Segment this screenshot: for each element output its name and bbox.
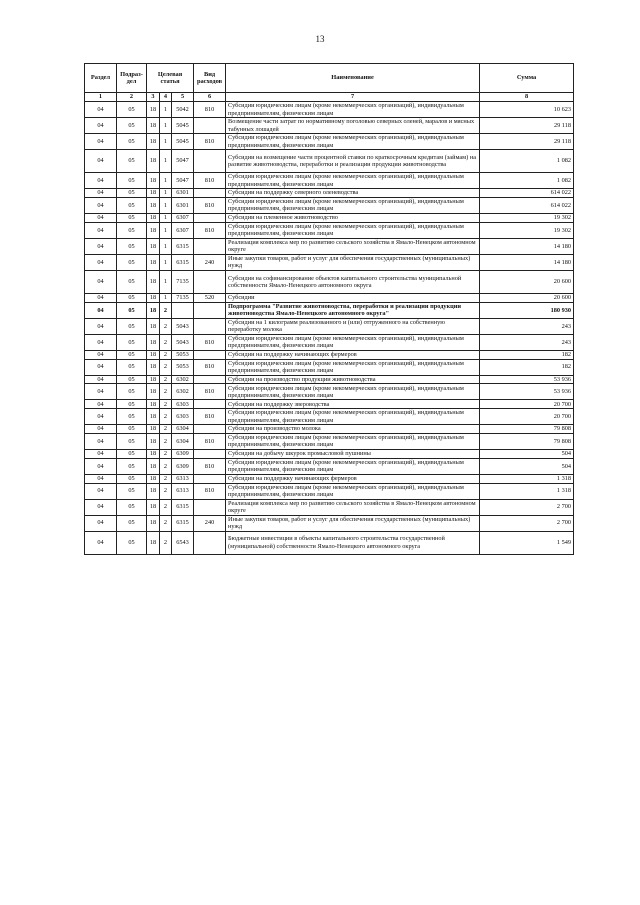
- celevaya-statya-program-cell: 18: [147, 515, 160, 531]
- column-number-row: [85, 93, 574, 102]
- celevaya-statya-program-cell: 18: [147, 134, 160, 150]
- table-row: [85, 270, 574, 293]
- vid-rashodov-cell: 520: [194, 293, 226, 302]
- celevaya-statya-subprogram-cell: 2: [160, 302, 172, 318]
- razdel-cell: 04: [85, 515, 117, 531]
- razdel-cell: 04: [85, 254, 117, 270]
- celevaya-statya-program-cell: 18: [147, 197, 160, 213]
- razdel-cell: 04: [85, 173, 117, 189]
- summa-cell: 182: [480, 350, 574, 359]
- celevaya-statya-code-cell: 6313: [172, 474, 194, 483]
- celevaya-statya-subprogram-cell: 2: [160, 515, 172, 531]
- table-row: [85, 359, 574, 375]
- razdel-cell: 04: [85, 449, 117, 458]
- celevaya-statya-subprogram-cell: 1: [160, 197, 172, 213]
- column-number: 6: [194, 93, 226, 102]
- razdel-cell: 04: [85, 134, 117, 150]
- celevaya-statya-program-cell: 18: [147, 474, 160, 483]
- celevaya-statya-code-cell: 6301: [172, 197, 194, 213]
- table-row: [85, 375, 574, 384]
- celevaya-statya-program-cell: 18: [147, 318, 160, 334]
- razdel-cell: 04: [85, 375, 117, 384]
- table-row: [85, 531, 574, 554]
- razdel-cell: 04: [85, 213, 117, 222]
- celevaya-statya-program-cell: 18: [147, 222, 160, 238]
- summa-cell: 14 180: [480, 238, 574, 254]
- vid-rashodov-cell: [194, 449, 226, 458]
- celevaya-statya-code-cell: 5045: [172, 134, 194, 150]
- table-row: [85, 173, 574, 189]
- column-number: 4: [160, 93, 172, 102]
- vid-rashodov-cell: 810: [194, 102, 226, 118]
- header-naimenovanie: Наименование: [226, 64, 480, 93]
- naimenovanie-cell: Субсидии юридическим лицам (кроме некоммерческих организаций), индивидуальным предпринимателям, физическим лицам: [226, 359, 480, 375]
- celevaya-statya-code-cell: [172, 302, 194, 318]
- podrazdel-cell: 05: [117, 433, 147, 449]
- table-row: [85, 102, 574, 118]
- summa-cell: 53 936: [480, 375, 574, 384]
- vid-rashodov-cell: [194, 238, 226, 254]
- celevaya-statya-code-cell: 6302: [172, 375, 194, 384]
- podrazdel-cell: 05: [117, 483, 147, 499]
- vid-rashodov-cell: [194, 150, 226, 173]
- vid-rashodov-cell: [194, 302, 226, 318]
- summa-cell: 2 700: [480, 515, 574, 531]
- celevaya-statya-code-cell: 5042: [172, 102, 194, 118]
- podrazdel-cell: 05: [117, 293, 147, 302]
- celevaya-statya-subprogram-cell: 2: [160, 499, 172, 515]
- table-row: [85, 409, 574, 425]
- summa-cell: 79 808: [480, 425, 574, 434]
- razdel-cell: 04: [85, 531, 117, 554]
- table-row: [85, 150, 574, 173]
- celevaya-statya-program-cell: 18: [147, 213, 160, 222]
- naimenovanie-cell: Субсидии юридическим лицам (кроме некоммерческих организаций), индивидуальным предпринимателям, физическим лицам: [226, 433, 480, 449]
- celevaya-statya-code-cell: 5043: [172, 318, 194, 334]
- summa-cell: 20 700: [480, 400, 574, 409]
- vid-rashodov-cell: [194, 270, 226, 293]
- summa-cell: 614 022: [480, 189, 574, 198]
- celevaya-statya-subprogram-cell: 1: [160, 150, 172, 173]
- celevaya-statya-subprogram-cell: 1: [160, 118, 172, 134]
- podrazdel-cell: 05: [117, 531, 147, 554]
- vid-rashodov-cell: [194, 118, 226, 134]
- table-row: [85, 350, 574, 359]
- table-row: [85, 384, 574, 400]
- razdel-cell: 04: [85, 302, 117, 318]
- celevaya-statya-program-cell: 18: [147, 350, 160, 359]
- celevaya-statya-subprogram-cell: 2: [160, 350, 172, 359]
- header-celevaya-statya: Целевая статья: [147, 64, 194, 93]
- column-number: 5: [172, 93, 194, 102]
- naimenovanie-cell: Субсидии на возмещение части процентной ставки по краткосрочным кредитам (займам) на развитие животноводства, переработки и реализации продукции животноводства: [226, 150, 480, 173]
- celevaya-statya-subprogram-cell: 2: [160, 334, 172, 350]
- vid-rashodov-cell: 810: [194, 197, 226, 213]
- celevaya-statya-subprogram-cell: 1: [160, 134, 172, 150]
- summa-cell: 1 082: [480, 173, 574, 189]
- summa-cell: 14 180: [480, 254, 574, 270]
- celevaya-statya-subprogram-cell: 2: [160, 375, 172, 384]
- razdel-cell: 04: [85, 334, 117, 350]
- celevaya-statya-code-cell: 6313: [172, 483, 194, 499]
- table-row: [85, 433, 574, 449]
- celevaya-statya-subprogram-cell: 1: [160, 270, 172, 293]
- celevaya-statya-code-cell: 6315: [172, 238, 194, 254]
- summa-cell: 20 700: [480, 409, 574, 425]
- table-row: [85, 318, 574, 334]
- podrazdel-cell: 05: [117, 270, 147, 293]
- celevaya-statya-program-cell: 18: [147, 150, 160, 173]
- summa-cell: 2 700: [480, 499, 574, 515]
- table-row: [85, 222, 574, 238]
- celevaya-statya-program-cell: 18: [147, 254, 160, 270]
- naimenovanie-cell: Субсидии на 1 килограмм реализованного и (или) отгруженного на собственную переработку молока: [226, 318, 480, 334]
- vid-rashodov-cell: [194, 474, 226, 483]
- vid-rashodov-cell: 810: [194, 222, 226, 238]
- table-row: [85, 334, 574, 350]
- vid-rashodov-cell: 240: [194, 254, 226, 270]
- podrazdel-cell: 05: [117, 384, 147, 400]
- summa-cell: 504: [480, 449, 574, 458]
- summa-cell: 19 302: [480, 213, 574, 222]
- naimenovanie-cell: Субсидии юридическим лицам (кроме некоммерческих организаций), индивидуальным предпринимателям, физическим лицам: [226, 384, 480, 400]
- naimenovanie-cell: Реализация комплекса мер по развитию сельского хозяйства в Ямало-Ненецком автономном округе: [226, 499, 480, 515]
- celevaya-statya-program-cell: 18: [147, 189, 160, 198]
- table-row: [85, 400, 574, 409]
- vid-rashodov-cell: 810: [194, 458, 226, 474]
- column-number: 2: [117, 93, 147, 102]
- razdel-cell: 04: [85, 458, 117, 474]
- podrazdel-cell: 05: [117, 213, 147, 222]
- summa-cell: 243: [480, 334, 574, 350]
- celevaya-statya-program-cell: 18: [147, 433, 160, 449]
- vid-rashodov-cell: [194, 375, 226, 384]
- celevaya-statya-code-cell: 7135: [172, 293, 194, 302]
- razdel-cell: 04: [85, 359, 117, 375]
- naimenovanie-cell: Субсидии юридическим лицам (кроме некоммерческих организаций), индивидуальным предпринимателям, физическим лицам: [226, 334, 480, 350]
- table-row: [85, 449, 574, 458]
- razdel-cell: 04: [85, 318, 117, 334]
- naimenovanie-cell: Реализация комплекса мер по развитию сельского хозяйства в Ямало-Ненецком автономном округе: [226, 238, 480, 254]
- table-row: [85, 213, 574, 222]
- naimenovanie-cell: Субсидии на поддержку начинающих фермеров: [226, 350, 480, 359]
- table-row: [85, 189, 574, 198]
- summa-cell: 10 623: [480, 102, 574, 118]
- celevaya-statya-code-cell: 6303: [172, 400, 194, 409]
- naimenovanie-cell: Подпрограмма "Развитие животноводства, переработки и реализации продукции животноводства Ямало-Ненецкого автономного округа": [226, 302, 480, 318]
- razdel-cell: 04: [85, 474, 117, 483]
- celevaya-statya-subprogram-cell: 1: [160, 173, 172, 189]
- column-number: 1: [85, 93, 117, 102]
- podrazdel-cell: 05: [117, 359, 147, 375]
- vid-rashodov-cell: 240: [194, 515, 226, 531]
- vid-rashodov-cell: [194, 189, 226, 198]
- naimenovanie-cell: Субсидии юридическим лицам (кроме некоммерческих организаций), индивидуальным предпринимателям, физическим лицам: [226, 458, 480, 474]
- podrazdel-cell: 05: [117, 238, 147, 254]
- naimenovanie-cell: Субсидии юридическим лицам (кроме некоммерческих организаций), индивидуальным предпринимателям, физическим лицам: [226, 483, 480, 499]
- podrazdel-cell: 05: [117, 118, 147, 134]
- naimenovanie-cell: Субсидии на поддержку начинающих фермеров: [226, 474, 480, 483]
- celevaya-statya-subprogram-cell: 1: [160, 254, 172, 270]
- podrazdel-cell: 05: [117, 102, 147, 118]
- naimenovanie-cell: Субсидии: [226, 293, 480, 302]
- razdel-cell: 04: [85, 433, 117, 449]
- razdel-cell: 04: [85, 150, 117, 173]
- podrazdel-cell: 05: [117, 222, 147, 238]
- table-row: [85, 197, 574, 213]
- summa-cell: 20 600: [480, 293, 574, 302]
- razdel-cell: 04: [85, 499, 117, 515]
- podrazdel-cell: 05: [117, 375, 147, 384]
- razdel-cell: 04: [85, 222, 117, 238]
- vid-rashodov-cell: 810: [194, 134, 226, 150]
- naimenovanie-cell: Субсидии юридическим лицам (кроме некоммерческих организаций), индивидуальным предпринимателям, физическим лицам: [226, 197, 480, 213]
- podrazdel-cell: 05: [117, 425, 147, 434]
- celevaya-statya-subprogram-cell: 2: [160, 400, 172, 409]
- celevaya-statya-program-cell: 18: [147, 449, 160, 458]
- celevaya-statya-program-cell: 18: [147, 270, 160, 293]
- podrazdel-cell: 05: [117, 318, 147, 334]
- celevaya-statya-subprogram-cell: 2: [160, 458, 172, 474]
- celevaya-statya-subprogram-cell: 1: [160, 189, 172, 198]
- celevaya-statya-subprogram-cell: 2: [160, 384, 172, 400]
- summa-cell: 29 118: [480, 118, 574, 134]
- vid-rashodov-cell: [194, 499, 226, 515]
- naimenovanie-cell: Субсидии на поддержку звероводства: [226, 400, 480, 409]
- table-row: [85, 118, 574, 134]
- vid-rashodov-cell: 810: [194, 173, 226, 189]
- celevaya-statya-code-cell: 5053: [172, 359, 194, 375]
- vid-rashodov-cell: 810: [194, 384, 226, 400]
- celevaya-statya-program-cell: 18: [147, 400, 160, 409]
- table-row: [85, 254, 574, 270]
- table-row: [85, 474, 574, 483]
- razdel-cell: 04: [85, 409, 117, 425]
- razdel-cell: 04: [85, 483, 117, 499]
- table-row: [85, 293, 574, 302]
- celevaya-statya-code-cell: 5045: [172, 118, 194, 134]
- celevaya-statya-program-cell: 18: [147, 483, 160, 499]
- summa-cell: 182: [480, 359, 574, 375]
- celevaya-statya-program-cell: 18: [147, 238, 160, 254]
- column-number: 8: [480, 93, 574, 102]
- celevaya-statya-program-cell: 18: [147, 293, 160, 302]
- column-number: 7: [226, 93, 480, 102]
- naimenovanie-cell: Субсидии на производство молока: [226, 425, 480, 434]
- celevaya-statya-code-cell: 6315: [172, 499, 194, 515]
- celevaya-statya-subprogram-cell: 2: [160, 409, 172, 425]
- vid-rashodov-cell: [194, 350, 226, 359]
- celevaya-statya-code-cell: 6309: [172, 458, 194, 474]
- podrazdel-cell: 05: [117, 400, 147, 409]
- naimenovanie-cell: Иные закупки товаров, работ и услуг для обеспечения государственных (муниципальных) нужд: [226, 515, 480, 531]
- header-vid-rashodov: Вид расходов: [194, 64, 226, 93]
- celevaya-statya-code-cell: 6304: [172, 425, 194, 434]
- celevaya-statya-program-cell: 18: [147, 302, 160, 318]
- vid-rashodov-cell: 810: [194, 483, 226, 499]
- celevaya-statya-program-cell: 18: [147, 375, 160, 384]
- summa-cell: 243: [480, 318, 574, 334]
- vid-rashodov-cell: 810: [194, 334, 226, 350]
- table-row: [85, 134, 574, 150]
- naimenovanie-cell: Субсидии юридическим лицам (кроме некоммерческих организаций), индивидуальным предпринимателям, физическим лицам: [226, 222, 480, 238]
- naimenovanie-cell: Субсидии на племенное животноводство: [226, 213, 480, 222]
- podrazdel-cell: 05: [117, 197, 147, 213]
- celevaya-statya-code-cell: 6307: [172, 222, 194, 238]
- celevaya-statya-subprogram-cell: 1: [160, 102, 172, 118]
- naimenovanie-cell: Иные закупки товаров, работ и услуг для обеспечения государственных (муниципальных) нужд: [226, 254, 480, 270]
- naimenovanie-cell: Возмещение части затрат по нормативному поголовью северных оленей, маралов и мясных табунных лошадей: [226, 118, 480, 134]
- summa-cell: 180 930: [480, 302, 574, 318]
- celevaya-statya-code-cell: 6315: [172, 254, 194, 270]
- vid-rashodov-cell: [194, 425, 226, 434]
- table-row: [85, 238, 574, 254]
- summa-cell: 19 302: [480, 222, 574, 238]
- summa-cell: 614 022: [480, 197, 574, 213]
- celevaya-statya-code-cell: 6301: [172, 189, 194, 198]
- podrazdel-cell: 05: [117, 499, 147, 515]
- celevaya-statya-program-cell: 18: [147, 458, 160, 474]
- celevaya-statya-code-cell: 5047: [172, 150, 194, 173]
- celevaya-statya-program-cell: 18: [147, 531, 160, 554]
- razdel-cell: 04: [85, 102, 117, 118]
- table-body: [85, 102, 574, 555]
- celevaya-statya-program-cell: 18: [147, 334, 160, 350]
- table-row: [85, 483, 574, 499]
- celevaya-statya-code-cell: 5043: [172, 334, 194, 350]
- naimenovanie-cell: Субсидии юридическим лицам (кроме некоммерческих организаций), индивидуальным предпринимателям, физическим лицам: [226, 409, 480, 425]
- celevaya-statya-subprogram-cell: 2: [160, 483, 172, 499]
- podrazdel-cell: 05: [117, 150, 147, 173]
- naimenovanie-cell: Субсидии на поддержку северного оленеводства: [226, 189, 480, 198]
- celevaya-statya-code-cell: 6302: [172, 384, 194, 400]
- celevaya-statya-program-cell: 18: [147, 425, 160, 434]
- table-row: [85, 515, 574, 531]
- podrazdel-cell: 05: [117, 189, 147, 198]
- razdel-cell: 04: [85, 350, 117, 359]
- celevaya-statya-program-cell: 18: [147, 359, 160, 375]
- table-row: [85, 302, 574, 318]
- celevaya-statya-subprogram-cell: 2: [160, 449, 172, 458]
- vid-rashodov-cell: [194, 318, 226, 334]
- podrazdel-cell: 05: [117, 474, 147, 483]
- naimenovanie-cell: Субсидия на софинансирование объектов капитального строительства муниципальной собственности Ямало-Ненецкого автономного округа: [226, 270, 480, 293]
- naimenovanie-cell: Субсидии на производство продукции животноводства: [226, 375, 480, 384]
- podrazdel-cell: 05: [117, 302, 147, 318]
- razdel-cell: 04: [85, 238, 117, 254]
- header-podrazdel: Подраз-дел: [117, 64, 147, 93]
- celevaya-statya-code-cell: 7135: [172, 270, 194, 293]
- celevaya-statya-subprogram-cell: 2: [160, 425, 172, 434]
- razdel-cell: 04: [85, 425, 117, 434]
- naimenovanie-cell: Субсидии юридическим лицам (кроме некоммерческих организаций), индивидуальным предпринимателям, физическим лицам: [226, 102, 480, 118]
- celevaya-statya-subprogram-cell: 2: [160, 474, 172, 483]
- celevaya-statya-subprogram-cell: 2: [160, 531, 172, 554]
- razdel-cell: 04: [85, 293, 117, 302]
- budget-table: [84, 63, 574, 555]
- header-razdel: Раздел: [85, 64, 117, 93]
- vid-rashodov-cell: 810: [194, 359, 226, 375]
- vid-rashodov-cell: [194, 213, 226, 222]
- celevaya-statya-subprogram-cell: 1: [160, 222, 172, 238]
- celevaya-statya-subprogram-cell: 2: [160, 433, 172, 449]
- summa-cell: 29 118: [480, 134, 574, 150]
- podrazdel-cell: 05: [117, 350, 147, 359]
- celevaya-statya-program-cell: 18: [147, 384, 160, 400]
- table-row: [85, 499, 574, 515]
- razdel-cell: 04: [85, 118, 117, 134]
- column-number: 3: [147, 93, 160, 102]
- celevaya-statya-code-cell: 6315: [172, 515, 194, 531]
- podrazdel-cell: 05: [117, 134, 147, 150]
- naimenovanie-cell: Субсидии юридическим лицам (кроме некоммерческих организаций), индивидуальным предпринимателям, физическим лицам: [226, 173, 480, 189]
- razdel-cell: 04: [85, 400, 117, 409]
- podrazdel-cell: 05: [117, 254, 147, 270]
- vid-rashodov-cell: [194, 531, 226, 554]
- naimenovanie-cell: Субсидии юридическим лицам (кроме некоммерческих организаций), индивидуальным предпринимателям, физическим лицам: [226, 134, 480, 150]
- razdel-cell: 04: [85, 189, 117, 198]
- naimenovanie-cell: Бюджетные инвестиции в объекты капитального строительства государственной (муниципальной) собственности Ямало-Ненецкого автономного округа: [226, 531, 480, 554]
- table-row: [85, 458, 574, 474]
- summa-cell: 1 318: [480, 474, 574, 483]
- header-row: [85, 64, 574, 93]
- celevaya-statya-subprogram-cell: 2: [160, 318, 172, 334]
- podrazdel-cell: 05: [117, 458, 147, 474]
- summa-cell: 20 600: [480, 270, 574, 293]
- celevaya-statya-code-cell: 6309: [172, 449, 194, 458]
- celevaya-statya-code-cell: 5047: [172, 173, 194, 189]
- summa-cell: 504: [480, 458, 574, 474]
- celevaya-statya-subprogram-cell: 1: [160, 238, 172, 254]
- podrazdel-cell: 05: [117, 409, 147, 425]
- table-row: [85, 425, 574, 434]
- celevaya-statya-subprogram-cell: 1: [160, 293, 172, 302]
- celevaya-statya-code-cell: 6543: [172, 531, 194, 554]
- naimenovanie-cell: Субсидии на добычу шкурок промысловой пушнины: [226, 449, 480, 458]
- vid-rashodov-cell: 810: [194, 433, 226, 449]
- page-number: 13: [315, 34, 325, 44]
- celevaya-statya-code-cell: 6303: [172, 409, 194, 425]
- celevaya-statya-program-cell: 18: [147, 173, 160, 189]
- celevaya-statya-subprogram-cell: 2: [160, 359, 172, 375]
- summa-cell: 1 549: [480, 531, 574, 554]
- celevaya-statya-program-cell: 18: [147, 118, 160, 134]
- summa-cell: 53 936: [480, 384, 574, 400]
- podrazdel-cell: 05: [117, 334, 147, 350]
- celevaya-statya-code-cell: 6307: [172, 213, 194, 222]
- celevaya-statya-code-cell: 5053: [172, 350, 194, 359]
- summa-cell: 79 808: [480, 433, 574, 449]
- razdel-cell: 04: [85, 197, 117, 213]
- vid-rashodov-cell: 810: [194, 409, 226, 425]
- podrazdel-cell: 05: [117, 449, 147, 458]
- celevaya-statya-program-cell: 18: [147, 102, 160, 118]
- celevaya-statya-code-cell: 6304: [172, 433, 194, 449]
- podrazdel-cell: 05: [117, 515, 147, 531]
- razdel-cell: 04: [85, 270, 117, 293]
- header-summa: Сумма: [480, 64, 574, 93]
- celevaya-statya-subprogram-cell: 1: [160, 213, 172, 222]
- vid-rashodov-cell: [194, 400, 226, 409]
- podrazdel-cell: 05: [117, 173, 147, 189]
- summa-cell: 1 318: [480, 483, 574, 499]
- celevaya-statya-program-cell: 18: [147, 409, 160, 425]
- summa-cell: 1 082: [480, 150, 574, 173]
- razdel-cell: 04: [85, 384, 117, 400]
- celevaya-statya-program-cell: 18: [147, 499, 160, 515]
